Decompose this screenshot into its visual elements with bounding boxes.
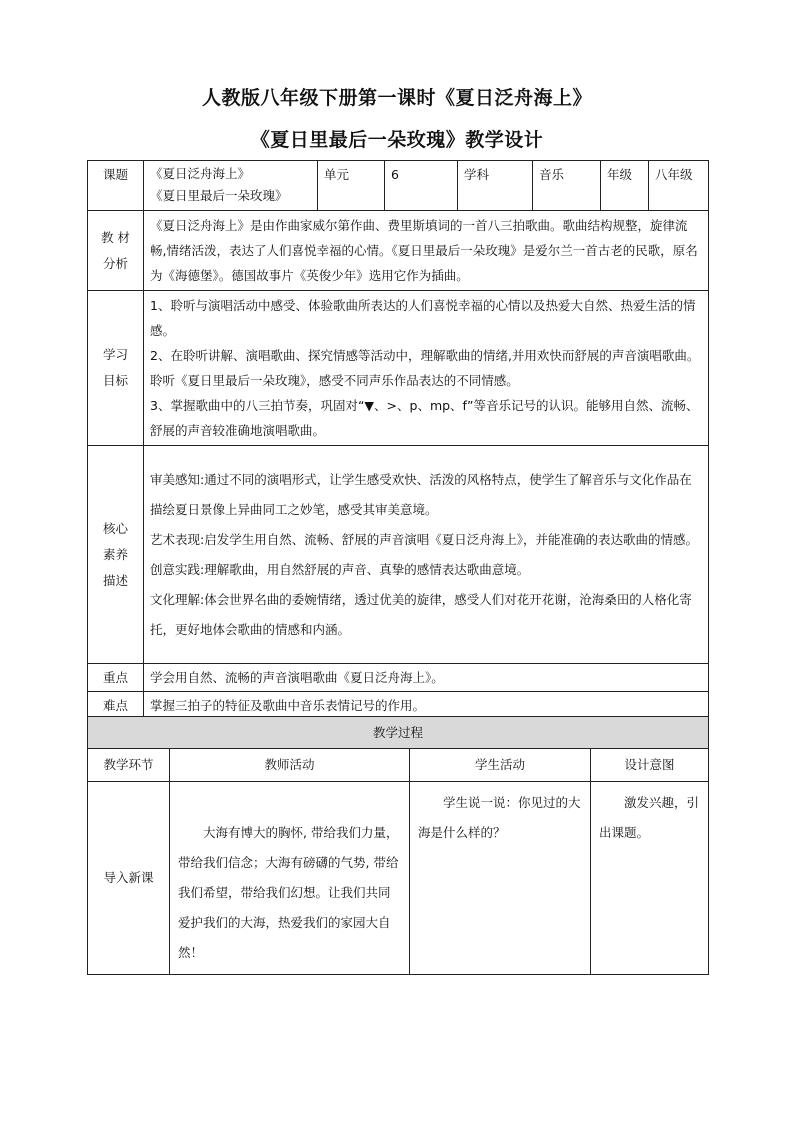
goals-label-line-1: 学习	[102, 347, 128, 362]
core-item-creative: 创意实践:理解歌曲，用自然舒展的声音、真挚的感情表达歌曲意境。	[150, 561, 530, 577]
key-point-label: 重点	[88, 664, 144, 692]
page-title-line-1: 人教版八年级下册第一课时《夏日泛舟海上》	[201, 87, 592, 109]
column-teacher: 教师活动	[170, 749, 410, 782]
goal-item: 2、在聆听讲解、演唱歌曲、探究情感等活动中，理解歌曲的情绪,并用欢快而舒展的声音演唱歌曲。聆听《夏日里最后一朵玫瑰》，感受不同声乐作品表达的不同情感。	[150, 348, 700, 388]
core-label-line-2: 素养	[102, 546, 128, 562]
grade-value: 八年级	[649, 161, 709, 211]
analysis-text: 《夏日泛舟海上》是由作曲家威尔第作曲、费里斯填词的一首八三拍歌曲。歌曲结构规整，旋律流畅,情绪活泼，表达了人们喜悦幸福的心情。《夏日里最后一朵玫瑰》是爱尔兰一首古老的民歌，原名为《海德堡》。德国故事片《英俊少年》选用它作为插曲。	[144, 211, 709, 291]
analysis-label	[88, 211, 144, 291]
analysis-row	[88, 211, 709, 291]
column-student: 学生活动	[410, 749, 591, 782]
process-column-row	[88, 749, 709, 782]
column-stage: 教学环节	[88, 749, 170, 782]
goal-item: 3、掌握歌曲中的八三拍节奏，巩固对“▼、>、p、mp、f”等音乐记号的认识。能够用自然、流畅、舒展的声音较准确地演唱歌曲。	[150, 398, 699, 438]
core-item-aesthetic: 审美感知:通过不同的演唱形式，让学生感受欢快、活泼的风格特点，使学生了解音乐与文化作品在描绘夏日景像上异曲同工之妙笔，感受其审美意境。	[150, 471, 692, 517]
key-point-row	[88, 664, 709, 692]
core-label-line-1: 核心	[102, 520, 128, 536]
goals-label	[88, 291, 144, 446]
unit-value: 6	[385, 161, 458, 211]
grade-label: 年级	[601, 161, 649, 211]
analysis-label-line-2: 分析	[102, 255, 128, 271]
difficulty-label: 难点	[88, 692, 144, 720]
core-label-line-3: 描述	[102, 572, 128, 588]
difficulty-text: 掌握三拍子的特征及歌曲中音乐表情记号的作用。	[144, 692, 709, 720]
process-header: 教学过程	[88, 717, 709, 749]
core-item-art: 艺术表现:启发学生用自然、流畅、舒展的声音演唱《夏日泛舟海上》，并能准确的表达歌曲的情感。	[150, 531, 698, 547]
topic-row	[88, 161, 709, 211]
topic-value	[144, 161, 318, 211]
student-activity-cell: 学生说一说：你见过的大海是什么样的？	[410, 782, 591, 975]
page-title-line-2: 《夏日里最后一朵玫瑰》教学设计	[250, 129, 544, 151]
stage-cell: 导入新课	[88, 782, 170, 975]
subject-value: 音乐	[533, 161, 601, 211]
lesson-info-table	[87, 160, 709, 720]
design-intent-cell: 激发兴趣，引出课题。	[591, 782, 709, 975]
teaching-process-table	[87, 716, 709, 975]
topic-label: 课题	[88, 161, 144, 211]
core-literacy-label	[88, 446, 144, 664]
goals-label-line-2: 目标	[102, 373, 128, 388]
core-item-culture: 文化理解:体会世界名曲的委婉情绪，透过优美的旋律，感受人们对花开花谢，沧海桑田的人格化寄托，更好地体会歌曲的情感和内涵。	[150, 591, 692, 637]
unit-label: 单元	[318, 161, 385, 211]
subject-label: 学科	[458, 161, 533, 211]
goals-row	[88, 291, 709, 446]
analysis-label-line-1: 教 材	[101, 229, 130, 245]
process-header-row	[88, 717, 709, 749]
goals-text	[144, 291, 709, 446]
topic-value-line-2: 《夏日里最后一朵玫瑰》	[150, 188, 288, 203]
core-literacy-text	[144, 446, 709, 664]
goal-item: 1、聆听与演唱活动中感受、体验歌曲所表达的人们喜悦幸福的心情以及热爱大自然、热爱生活的情感。	[150, 298, 696, 338]
teacher-activity-cell: 大海有博大的胸怀, 带给我们力量，带给我们信念；大海有磅礴的气势, 带给我们希望，带给我们幻想。让我们共同爱护我们的大海，热爱我们的家园大自然！	[170, 782, 410, 975]
core-literacy-row	[88, 446, 709, 664]
column-intent: 设计意图	[591, 749, 709, 782]
process-row-intro	[88, 782, 709, 975]
topic-value-line-1: 《夏日泛舟海上》	[150, 166, 251, 181]
key-point-text: 学会用自然、流畅的声音演唱歌曲《夏日泛舟海上》。	[144, 664, 709, 692]
